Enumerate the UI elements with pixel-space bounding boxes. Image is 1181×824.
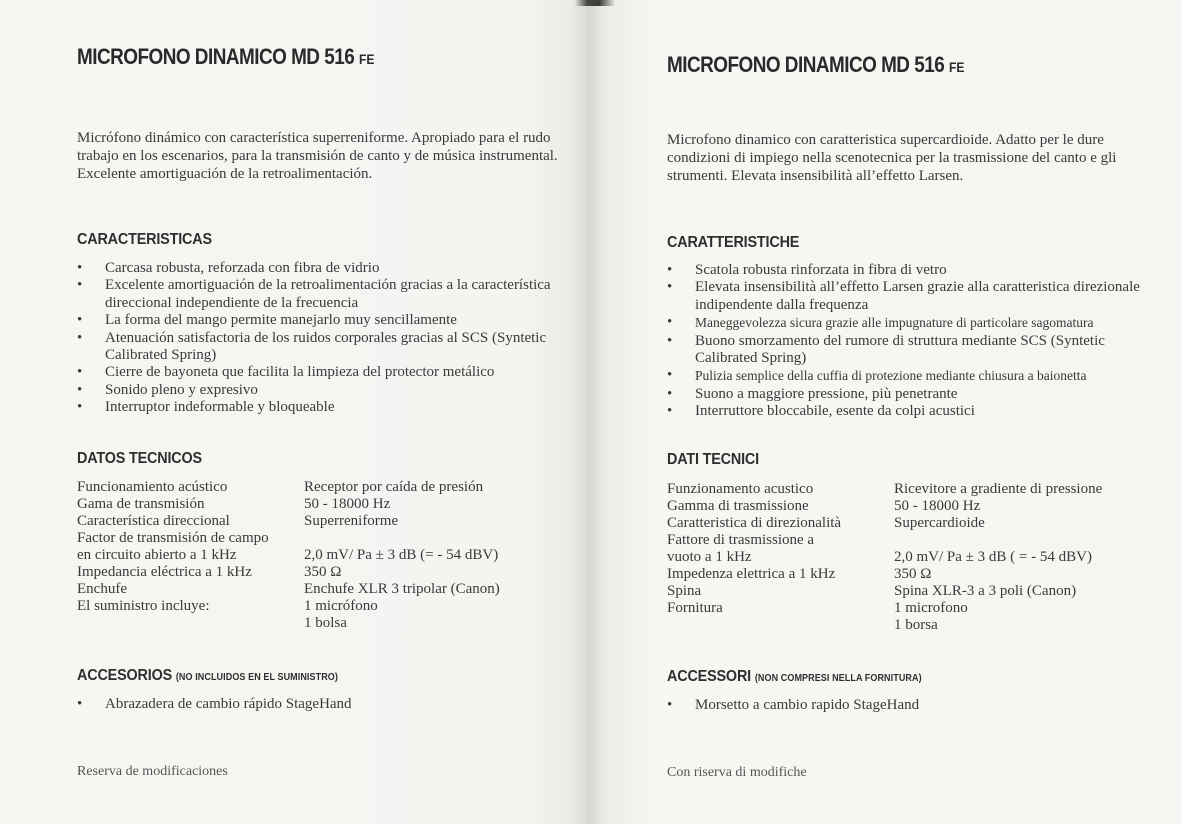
bullet-icon: • bbox=[77, 312, 83, 329]
spec-value: 1 microfono bbox=[894, 600, 968, 616]
spec-label: Fornitura bbox=[667, 600, 723, 616]
spec-value: 50 - 18000 Hz bbox=[304, 496, 391, 512]
spec-value: Ricevitore a gradiente di pressione bbox=[894, 481, 1103, 497]
features-heading: CARATTERISTICHE bbox=[667, 234, 800, 251]
list-item: • Atenuación satisfactoria de los ruidos corporales gracias al SCS (Syntetic Calibrated Spring) bbox=[77, 329, 547, 364]
spec-label bbox=[77, 615, 304, 632]
table-row bbox=[667, 515, 1157, 532]
list-item: • Cierre de bayoneta que facilita la limpieza del protector metálico bbox=[77, 364, 495, 381]
page-title: MICROFONO DINAMICO MD 516 FE bbox=[77, 44, 375, 69]
spec-label: Gama de transmisión bbox=[77, 496, 205, 512]
page-footer: Reserva de modificaciones bbox=[77, 764, 228, 779]
page-title: MICROFONO DINAMICO MD 516 FE bbox=[667, 52, 965, 77]
spec-value: 1 borsa bbox=[894, 617, 938, 633]
table-row bbox=[77, 581, 567, 598]
spec-label: Caratteristica di direzionalità bbox=[667, 515, 842, 531]
bullet-icon: • bbox=[77, 399, 83, 416]
spec-label: en circuito abierto a 1 kHz bbox=[77, 547, 237, 563]
table-row bbox=[77, 547, 567, 564]
spec-label: Spina bbox=[667, 583, 702, 599]
spec-value: Spina XLR-3 a 3 poli (Canon) bbox=[894, 583, 1077, 599]
table-row bbox=[667, 498, 1157, 515]
list-item: • Elevata insensibilità all’effetto Larsen grazie alla caratteristica direzionale indipendente dalla frequenza bbox=[667, 279, 1140, 313]
bullet-icon: • bbox=[667, 314, 673, 331]
table-row bbox=[77, 598, 567, 615]
accessories-subheading: (NON COMPRESI NELLA FORNITURA) bbox=[754, 673, 922, 684]
spec-label: Funzionamento acustico bbox=[667, 481, 814, 497]
spec-label bbox=[667, 617, 894, 634]
spec-value: 350 Ω bbox=[894, 566, 932, 582]
page-footer: Con riserva di modifiche bbox=[667, 765, 807, 780]
spec-value: Supercardioide bbox=[894, 515, 985, 531]
tech-heading: DATOS TECNICOS bbox=[77, 450, 202, 467]
bullet-icon: • bbox=[667, 697, 673, 713]
list-item: • Interruptor indeformable y bloqueable bbox=[77, 399, 335, 416]
list-item: • Maneggevolezza sicura grazie alle impugnature di particolare sagomatura bbox=[667, 314, 1094, 331]
accessories-list bbox=[77, 696, 567, 713]
spec-label: Factor de transmisión de campo bbox=[77, 530, 269, 546]
spec-label: Impedenza elettrica a 1 kHz bbox=[667, 566, 836, 582]
bullet-icon: • bbox=[77, 696, 83, 712]
table-row bbox=[77, 479, 567, 496]
bullet-icon: • bbox=[77, 329, 83, 346]
list-item: • Pulizia semplice della cuffia di protezione mediante chiusura a baionetta bbox=[667, 367, 1087, 384]
accessories-subheading: (NO INCLUIDOS EN EL SUMINISTRO) bbox=[175, 672, 338, 683]
gutter-shadow bbox=[575, 0, 615, 6]
bullet-icon: • bbox=[667, 403, 673, 420]
tech-specs-table bbox=[667, 481, 1157, 634]
spec-value: 1 micrófono bbox=[304, 598, 378, 614]
list-item: • Morsetto a cambio rapido StageHand bbox=[667, 697, 920, 713]
accessories-heading: ACCESORIOS (NO INCLUIDOS EN EL SUMINISTRO) bbox=[77, 667, 338, 684]
tech-heading: DATI TECNICI bbox=[667, 451, 759, 468]
features-list bbox=[667, 262, 1157, 421]
left-page bbox=[0, 0, 588, 824]
spec-value: 50 - 18000 Hz bbox=[894, 498, 981, 514]
table-row bbox=[667, 617, 1157, 634]
list-item: • Suono a maggiore pressione, più penetrante bbox=[667, 385, 958, 402]
list-item: • Interruttore bloccabile, esente da colpi acustici bbox=[667, 403, 975, 420]
table-row bbox=[77, 530, 567, 547]
table-row bbox=[77, 564, 567, 581]
list-item: • Buono smorzamento del rumore di struttura mediante SCS (Syntetic Calibrated Spring) bbox=[667, 332, 1105, 367]
title-suffix: FE bbox=[948, 59, 965, 75]
bullet-icon: • bbox=[77, 260, 83, 276]
list-item: • Scatola robusta rinforzata in fibra di vetro bbox=[667, 262, 947, 278]
list-item: • Abrazadera de cambio rápido StageHand bbox=[77, 696, 352, 712]
bullet-icon: • bbox=[667, 332, 673, 349]
bullet-icon: • bbox=[667, 262, 673, 278]
table-row bbox=[667, 600, 1157, 617]
spec-value: Receptor por caída de presión bbox=[304, 479, 484, 495]
table-row bbox=[667, 549, 1157, 566]
features-heading: CARACTERISTICAS bbox=[77, 231, 212, 248]
intro-paragraph: Microfono dinamico con caratteristica supercardioide. Adatto per le dure condizioni di impiego nella scenotecnica per la trasmissione del canto e gli strumenti. Elevata insensibilità all’effetto Larsen. bbox=[667, 132, 1117, 184]
accessories-heading: ACCESSORI (NON COMPRESI NELLA FORNITURA) bbox=[667, 668, 922, 685]
bullet-icon: • bbox=[77, 381, 83, 398]
list-item: • Excelente amortiguación de la retroalimentación gracias a la característica direccional independiente de la frecuencia bbox=[77, 277, 551, 311]
spec-label: Impedancia eléctrica a 1 kHz bbox=[77, 564, 252, 580]
spec-label: vuoto a 1 kHz bbox=[667, 549, 752, 565]
accessories-list bbox=[667, 697, 1157, 714]
table-row bbox=[667, 532, 1157, 549]
spec-label: Característica direccional bbox=[77, 513, 230, 529]
spec-value: Enchufe XLR 3 tripolar (Canon) bbox=[304, 581, 500, 597]
bullet-icon: • bbox=[667, 279, 673, 296]
table-row bbox=[667, 566, 1157, 583]
bullet-icon: • bbox=[77, 364, 83, 381]
spec-value: 350 Ω bbox=[304, 564, 342, 580]
intro-paragraph: Micrófono dinámico con característica superreniforme. Apropiado para el rudo trabajo en los escenarios, para la transmisión de canto y de música instrumental. Excelente amortiguación de la retroalimentación. bbox=[77, 130, 558, 182]
spec-value: 1 bolsa bbox=[304, 615, 347, 631]
spec-label: El suministro incluye: bbox=[77, 598, 210, 614]
spec-label: Fattore di trasmissione a bbox=[667, 532, 815, 548]
right-page bbox=[588, 0, 1181, 824]
tech-specs-table bbox=[77, 479, 567, 632]
table-row bbox=[667, 583, 1157, 600]
bullet-icon: • bbox=[667, 385, 673, 402]
list-item: • Carcasa robusta, reforzada con fibra de vidrio bbox=[77, 260, 380, 276]
spec-value bbox=[304, 530, 567, 547]
bullet-icon: • bbox=[77, 277, 83, 294]
table-row bbox=[77, 615, 567, 632]
spec-value: 2,0 mV/ Pa ± 3 dB ( = - 54 dBV) bbox=[894, 549, 1092, 565]
spec-value bbox=[894, 532, 1157, 549]
table-row bbox=[77, 496, 567, 513]
table-row bbox=[77, 513, 567, 530]
spec-label: Enchufe bbox=[77, 581, 127, 597]
spec-label: Funcionamiento acústico bbox=[77, 479, 228, 495]
title-suffix: FE bbox=[358, 51, 375, 67]
table-row bbox=[667, 481, 1157, 498]
spec-value: 2,0 mV/ Pa ± 3 dB (= - 54 dBV) bbox=[304, 547, 499, 563]
spec-label: Gamma di trasmissione bbox=[667, 498, 809, 514]
list-item: • La forma del mango permite manejarlo muy sencillamente bbox=[77, 312, 457, 329]
bullet-icon: • bbox=[667, 367, 673, 384]
features-list bbox=[77, 260, 567, 417]
list-item: • Sonido pleno y expresivo bbox=[77, 381, 258, 398]
spec-value: Superreniforme bbox=[304, 513, 399, 529]
